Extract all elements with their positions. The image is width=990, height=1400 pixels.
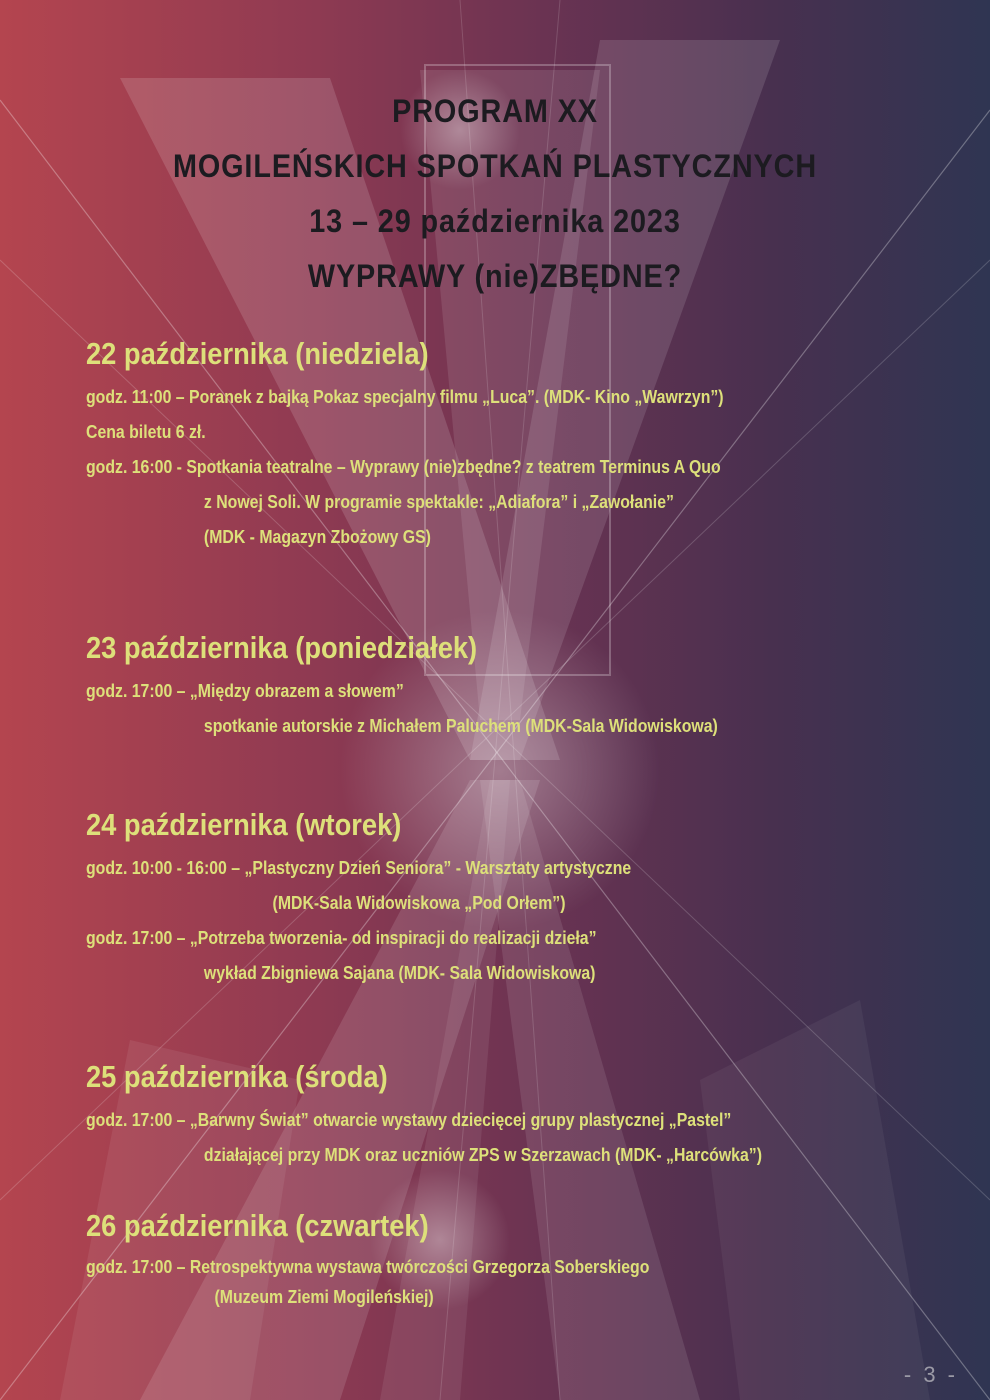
day-section-24 (86, 805, 706, 991)
event-line: wykład Zbigniewa Sajana (MDK- Sala Widowiskowa) (203, 963, 596, 983)
event-line: Cena biletu 6 zł. (86, 422, 206, 442)
page-number: - 3 - (903, 1362, 958, 1387)
day-heading: 23 października (poniedziałek) (86, 630, 478, 665)
event-line: z Nowej Soli. W programie spektakle: „Adiafora” i „Zawołanie” (203, 492, 674, 512)
day-heading: 26 października (czwartek) (86, 1208, 429, 1243)
title-line-4: WYPRAWY (nie)ZBĘDNE? (307, 258, 683, 294)
day-section-22 (86, 334, 811, 555)
day-heading: 22 października (niedziela) (86, 336, 429, 371)
event-line: godz. 17:00 – „Barwny Świat” otwarcie wystawy dziecięcej grupy plastycznej „Pastel” (86, 1110, 732, 1130)
day-heading: 24 października (wtorek) (86, 807, 402, 842)
event-line: (Muzeum Ziemi Mogileńskiej) (214, 1287, 434, 1307)
event-line: godz. 10:00 - 16:00 – „Plastyczny Dzień Seniora” - Warsztaty artystyczne (86, 858, 632, 878)
title-line-2: MOGILEŃSKICH SPOTKAŃ PLASTYCZNYCH (172, 148, 818, 184)
program-title (50, 84, 941, 304)
event-line: godz. 16:00 - Spotkania teatralne – Wyprawy (nie)zbędne? z teatrem Terminus A Quo (86, 457, 721, 477)
day-section-23 (86, 628, 804, 744)
title-line-1: PROGRAM XX (392, 93, 598, 129)
event-line: godz. 17:00 – „Między obrazem a słowem” (86, 681, 404, 701)
day-heading: 25 października (środa) (86, 1059, 388, 1094)
event-line: spotkanie autorskie z Michałem Paluchem (MDK-Sala Widowiskowa) (203, 716, 718, 736)
day-section-26 (86, 1206, 726, 1312)
event-line: działającej przy MDK oraz uczniów ZPS w Szerzawach (MDK- „Harcówka”) (203, 1145, 762, 1165)
event-line: (MDK - Magazyn Zbożowy GS) (203, 527, 431, 547)
event-line: (MDK-Sala Widowiskowa „Pod Orłem”) (272, 893, 566, 913)
event-line: godz. 17:00 – „Potrzeba tworzenia- od inspiracji do realizacji dzieła” (86, 928, 597, 948)
event-line: godz. 11:00 – Poranek z bajką Pokaz specjalny filmu „Luca”. (MDK- Kino „Wawrzyn”) (86, 387, 724, 407)
event-line: godz. 17:00 – Retrospektywna wystawa twórczości Grzegorza Soberskiego (86, 1257, 650, 1277)
title-line-3: 13 – 29 października 2023 (309, 203, 681, 239)
day-section-25 (86, 1057, 854, 1173)
